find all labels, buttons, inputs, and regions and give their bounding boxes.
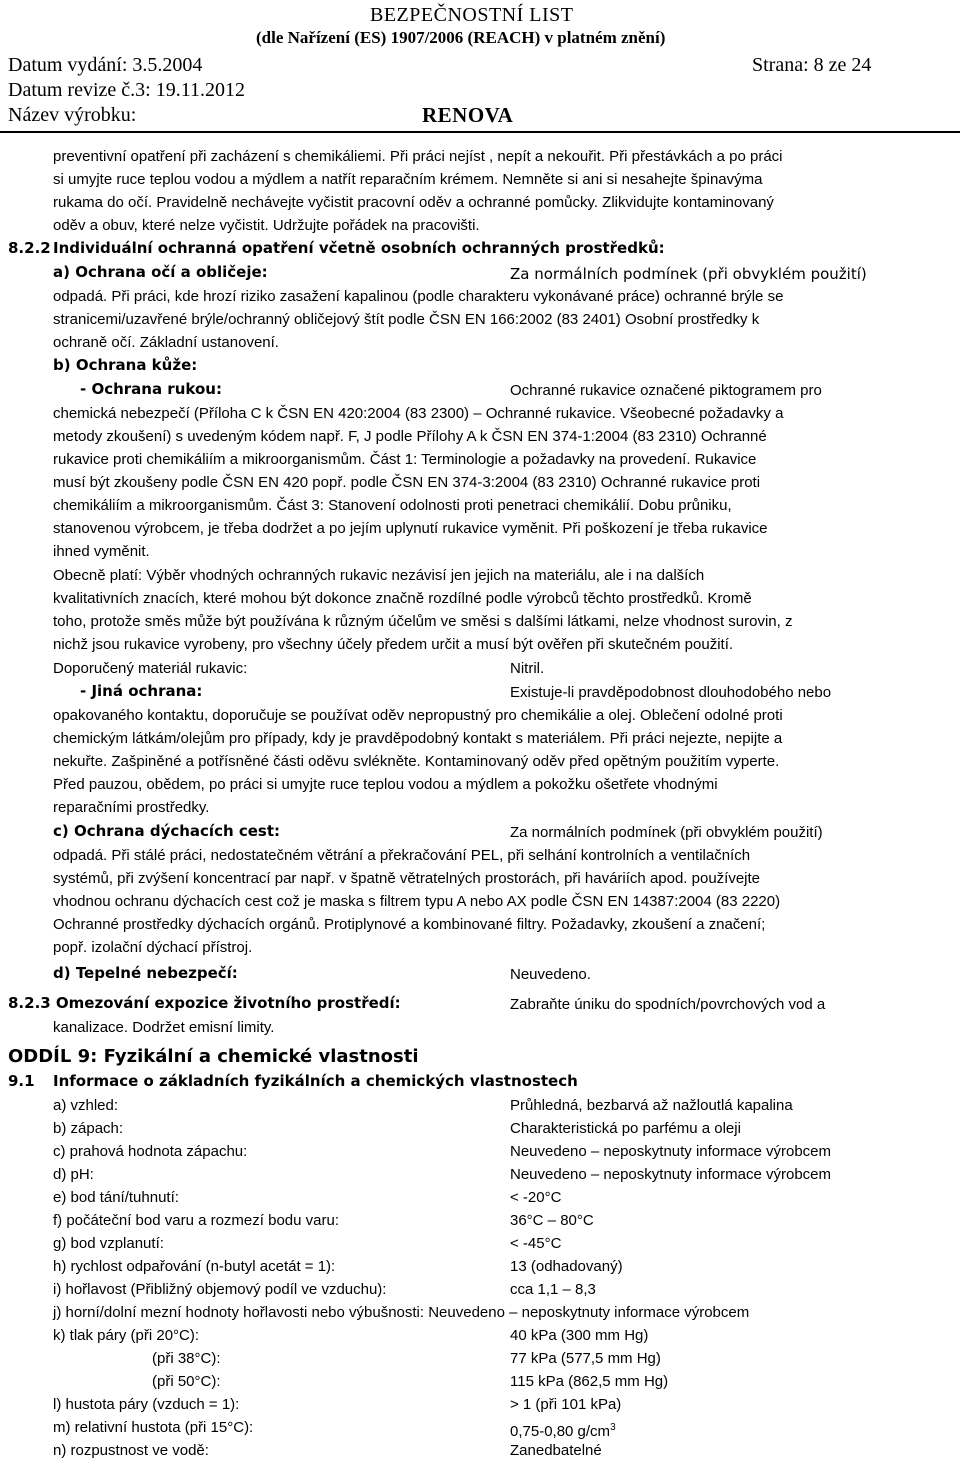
product-label: Název výrobku: [8, 104, 137, 126]
property-value: 36°C – 80°C [510, 1212, 594, 1229]
text-line: odpadá. Při stálé práci, nedostatečném větrání a překračování PEL, při selhání kontrolních a ventilačních [53, 847, 751, 864]
text-line: Před pauzou, obědem, po práci si umyjte ruce teplou vodou a mýdlem a pokožku ošetřete vhodnými [53, 776, 718, 793]
text-line: opakovaného kontaktu, doporučuje se používat oděv nepropustný pro chemikálie a olej. Oblečení odolné proti [53, 707, 783, 724]
property-value: Neuvedeno – neposkytnuty informace výrobcem [510, 1143, 832, 1160]
skin-label: b) Ochrana kůže: [53, 356, 198, 374]
issue-date: Datum vydání: 3.5.2004 [8, 54, 203, 76]
thermal-label: d) Tepelné nebezpečí: [53, 964, 238, 982]
text-line: stranicemi/uzavřené brýle/ochranný obličejový štít podle ČSN EN 166:2002 (83 2401) Osobní prostředky k [53, 311, 760, 328]
text-line: chemickým látkám/olejům pro případy, kdy je pravděpodobný kontakt s materiálem. Při práci nejezte, nepijte a [53, 730, 783, 747]
product-name: RENOVA [422, 103, 514, 127]
vapour-pressure-50-label: (při 50°C): [152, 1373, 221, 1390]
property-value: cca 1,1 – 8,3 [510, 1281, 596, 1298]
property-value: Charakteristická po parfému a oleji [510, 1120, 741, 1137]
text-line: metody zkoušení) s uvedeným kódem např. F, J podle Přílohy A k ČSN EN 374-1:2004 (83 2310) Ochranné [53, 428, 767, 445]
subsection-title: Individuální ochranná opatření včetně osobních ochranných prostředků: [53, 239, 665, 257]
environment-exposure-value: Zabraňte úniku do spodních/povrchových vod a [510, 996, 826, 1013]
header-divider [0, 131, 960, 133]
property-value: Průhledná, bezbarvá až nažloutlá kapalina [510, 1097, 793, 1114]
property-label: h) rychlost odpařování (n-butyl acetát = 1): [53, 1258, 336, 1275]
solubility-value: Zanedbatelné [510, 1442, 602, 1459]
subsection-number: 8.2.2 [8, 239, 51, 257]
text-line: vhodnou ochranu dýchacích cest což je maska s filtrem typu A nebo AX podle ČSN EN 14387:2004 (83 2220) [53, 893, 781, 910]
text-line: chemická nebezpečí (Příloha C k ČSN EN 420:2004 (83 2300) – Ochranné rukavice. Všeobecné požadavky a [53, 405, 784, 422]
text-line: kvalitativních znacích, které mohou být dokonce značně rozdílné podle výrobců těchto prostředků. Kromě [53, 590, 752, 607]
document-title: BEZPEČNOSTNÍ LIST [370, 4, 574, 26]
text-line: rukavice proti chemikáliím a mikroorganismům. Část 1: Terminologie a požadavky na provedení. Rukavice [53, 451, 757, 468]
section-9-title: ODDÍL 9: Fyzikální a chemické vlastnosti [8, 1046, 419, 1067]
property-label: e) bod tání/tuhnutí: [53, 1189, 179, 1206]
text-line: nichž jsou rukavice vyrobeny, pro všechny účely předem určit a musí být ověřen při skutečném použití. [53, 636, 734, 653]
text-line: odpadá. Při práci, kde hrozí riziko zasažení kapalinou (podle charakteru vykonávané práce) ochranné brýle se [53, 288, 784, 305]
relative-density-number: 0,75-0,80 g/cm [510, 1423, 611, 1440]
text-line: reparačními prostředky. [53, 799, 210, 816]
eyes-value: Za normálních podmínek (při obvyklém použití) [510, 265, 867, 283]
vapour-pressure-38-label: (při 38°C): [152, 1350, 221, 1367]
environment-exposure-label: 8.2.3 Omezování expozice životního prostředí: [8, 994, 401, 1012]
text-line: preventivní opatření při zacházení s chemikáliemi. Při práci nejíst , nepít a nekouřit. Při přestávkách a po práci [53, 148, 783, 165]
unit-superscript: 3 [610, 1422, 616, 1433]
property-label: c) prahová hodnota zápachu: [53, 1143, 248, 1160]
glove-material-label: Doporučený materiál rukavic: [53, 660, 248, 677]
text-line: toho, protože směs může být používána k různým účelům ve směsi s dalšími látkami, nelze vhodnost surovin, z [53, 613, 793, 630]
vapour-pressure-value: 40 kPa (300 mm Hg) [510, 1327, 649, 1344]
other-protection-label: - Jiná ochrana: [80, 682, 203, 700]
text-line: kanalizace. Dodržet emisní limity. [53, 1019, 275, 1036]
solubility-label: n) rozpustnost ve vodě: [53, 1442, 209, 1459]
property-value: 13 (odhadovaný) [510, 1258, 623, 1275]
property-value: Neuvedeno – neposkytnuty informace výrobcem [510, 1166, 832, 1183]
relative-density-label: m) relativní hustota (při 15°C): [53, 1419, 254, 1436]
text-line: musí být zkoušeny podle ČSN EN 420 popř. podle ČSN EN 374-3:2004 (83 2310) Ochranné rukavice proti [53, 474, 761, 491]
regulation-subtitle: (dle Nařízení (ES) 1907/2006 (REACH) v platném znění) [256, 28, 666, 47]
text-line: si umyjte ruce teplou vodou a mýdlem a natřít reparačním krémem. Nemněte si ani si nesahejte špinavýma [53, 171, 763, 188]
subsection-number: 9.1 [8, 1072, 35, 1090]
vapour-density-value: > 1 (při 101 kPa) [510, 1396, 622, 1413]
property-label: g) bod vzplanutí: [53, 1235, 164, 1252]
vapour-pressure-38-value: 77 kPa (577,5 mm Hg) [510, 1350, 661, 1367]
revision-date: Datum revize č.3: 19.11.2012 [8, 79, 245, 101]
text-line: stanovenou výrobcem, je třeba dodržet a po jejím uplynutí rukavice vyměnit. Při poškození je třeba rukavice [53, 520, 768, 537]
property-value: < -20°C [510, 1189, 562, 1206]
vapour-density-label: l) hustota páry (vzduch = 1): [53, 1396, 240, 1413]
property-label: f) počáteční bod varu a rozmezí bodu varu: [53, 1212, 339, 1229]
text-line: nekuřte. Zašpiněné a potřísněné části oděvu svlékněte. Kontaminovaný oděv před opětným použitím vyperte. [53, 753, 780, 770]
text-line: ihned vyměnit. [53, 543, 150, 560]
property-label: i) hořlavost (Přibližný objemový podíl ve vzduchu): [53, 1281, 387, 1298]
text-line: chemikáliím a mikroorganismům. Část 3: Stanovení odolnosti proti penetraci chemikálií. Dobu průniku, [53, 497, 732, 514]
vapour-pressure-label: k) tlak páry (při 20°C): [53, 1327, 200, 1344]
thermal-value: Neuvedeno. [510, 966, 591, 983]
respiratory-label: c) Ochrana dýchacích cest: [53, 822, 281, 840]
property-label: a) vzhled: [53, 1097, 119, 1114]
subsection-title: Informace o základních fyzikálních a chemických vlastnostech [53, 1072, 578, 1090]
text-line: Ochranné prostředky dýchacích orgánů. Protiplynové a kombinované filtry. Požadavky, zkoušení a značení; [53, 916, 766, 933]
text-line: Obecně platí: Výběr vhodných ochranných rukavic nezávisí jen jejich na materiálu, ale i na dalších [53, 567, 705, 584]
text-line: rukama do očí. Pravidelně nechávejte vyčistit pracovní oděv a ochranné pomůcky. Zlikvidujte kontaminovaný [53, 194, 774, 211]
property-label: b) zápach: [53, 1120, 124, 1137]
eyes-label: a) Ochrana očí a obličeje: [53, 263, 268, 281]
text-line: oděv a obuv, které nelze vyčistit. Udržujte pořádek na pracovišti. [53, 217, 480, 234]
text-line: popř. izolační dýchací přístroj. [53, 939, 253, 956]
respiratory-value: Za normálních podmínek (při obvyklém použití) [510, 824, 823, 841]
hands-value: Ochranné rukavice označené piktogramem pro [510, 382, 822, 399]
text-line: systémů, při zvýšení koncentrací par např. v špatně větratelných prostorách, při haváriích apod. používejte [53, 870, 761, 887]
hands-label: - Ochrana rukou: [80, 380, 222, 398]
other-protection-value: Existuje-li pravděpodobnost dlouhodobého nebo [510, 684, 832, 701]
text-line: ochraně očí. Základní ustanovení. [53, 334, 279, 351]
vapour-pressure-50-value: 115 kPa (862,5 mm Hg) [510, 1373, 669, 1390]
property-label: d) pH: [53, 1166, 94, 1183]
property-value: < -45°C [510, 1235, 562, 1252]
glove-material-value: Nitril. [510, 660, 545, 677]
page-number: Strana: 8 ze 24 [752, 54, 872, 76]
flammability-limits: j) horní/dolní mezní hodnoty hořlavosti nebo výbušnosti: Neuvedeno – neposkytnuty informace výrobcem [53, 1304, 750, 1321]
